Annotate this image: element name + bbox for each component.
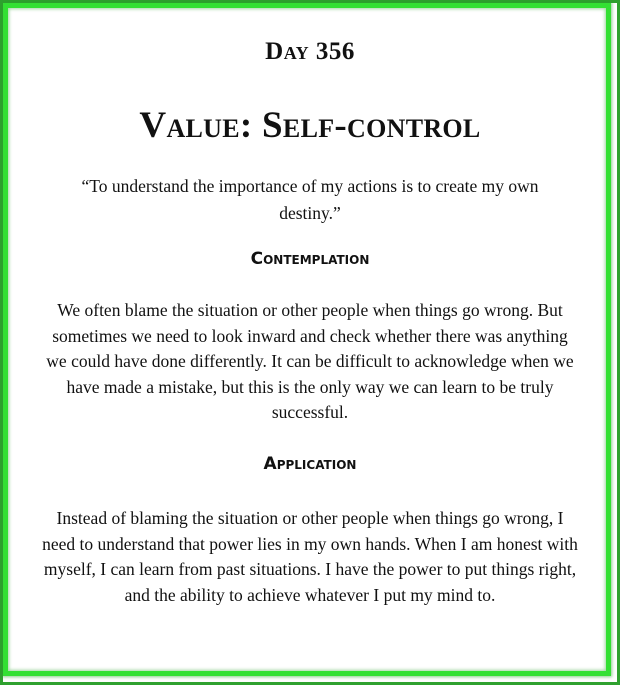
contemplation-text: We often blame the situation or other people when things go wrong. But sometimes we need to look inward and check whether there was anything we could have done differently. It can be difficult to acknowledge when we have made a mistake, but this is the only way we can learn to be truly successful. bbox=[46, 300, 574, 422]
day-title: Day 356 bbox=[265, 38, 355, 65]
quote-text: “To understand the importance of my actions is to create my own destiny.” bbox=[81, 176, 539, 223]
contemplation-heading: Contemplation bbox=[250, 249, 370, 269]
application-heading: Application bbox=[263, 454, 357, 474]
value-title: Value: Self-control bbox=[139, 105, 481, 146]
application-text: Instead of blaming the situation or other people when things go wrong, I need to understand that power lies in my own hands. When I am honest with myself, I can learn from past situations. I have the power to put things right, and the ability to achieve whatever I put my mind to. bbox=[42, 508, 578, 605]
